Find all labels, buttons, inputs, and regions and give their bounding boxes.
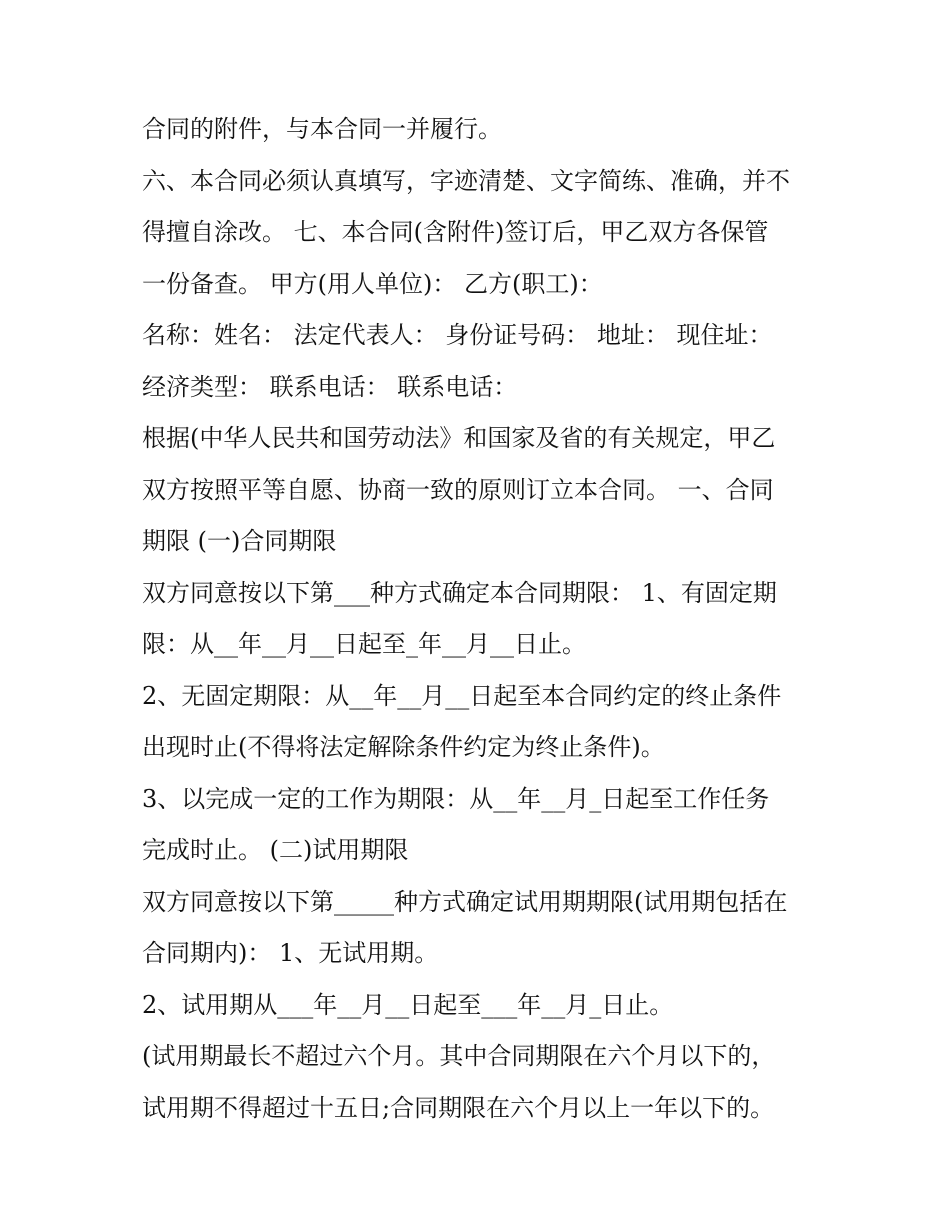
contract-text	[142, 104, 822, 1134]
text-line: 双方同意按以下第_____种方式确定试用期期限(试用期包括在	[142, 887, 788, 916]
text-line: (试用期最长不超过六个月。其中合同期限在六个月以下的，	[142, 1042, 776, 1070]
text-line: 六、本合同必须认真填写，字迹清楚、文字简练、准确，并不	[142, 166, 790, 195]
text-line: 得擅自涂改。 七、本合同(含附件)签订后，甲乙双方各保管	[142, 218, 769, 246]
text-line: 完成时止。 (二)试用期限	[142, 836, 409, 864]
text-line: 合同的附件，与本合同一并履行。	[142, 115, 502, 143]
text-line: 根据(中华人民共和国劳动法》和国家及省的有关规定，甲乙	[142, 424, 776, 452]
text-line: 名称：姓名： 法定代表人： 身份证号码： 地址： 现住址：	[142, 321, 773, 349]
text-line: 双方同意按以下第___种方式确定本合同期限： 1、有固定期	[142, 578, 777, 607]
text-line: 3、以完成一定的工作为期限：从__年__月_日起至工作任务	[142, 784, 770, 813]
text-line: 2、试用期从___年__月__日起至___年__月_日止。	[142, 990, 674, 1019]
text-line: 试用期不得超过十五日;合同期限在六个月以上一年以下的。	[142, 1093, 775, 1122]
text-line: 期限 (一)合同期限	[142, 527, 337, 555]
text-line: 双方按照平等自愿、协商一致的原则订立本合同。 一、合同	[142, 475, 774, 504]
text-line: 合同期内)： 1、无试用期。	[142, 939, 439, 967]
text-line: 经济类型： 联系电话： 联系电话：	[142, 372, 518, 401]
text-line: 限：从__年__月__日起至_年__月__日止。	[142, 630, 586, 658]
text-line: 2、无固定期限：从__年__月__日起至本合同约定的终止条件	[142, 681, 782, 710]
text-line: 一份备查。 甲方(用人单位)： 乙方(职工)：	[142, 269, 603, 298]
text-line: 出现时止(不得将法定解除条件约定为终止条件)。	[142, 733, 665, 761]
